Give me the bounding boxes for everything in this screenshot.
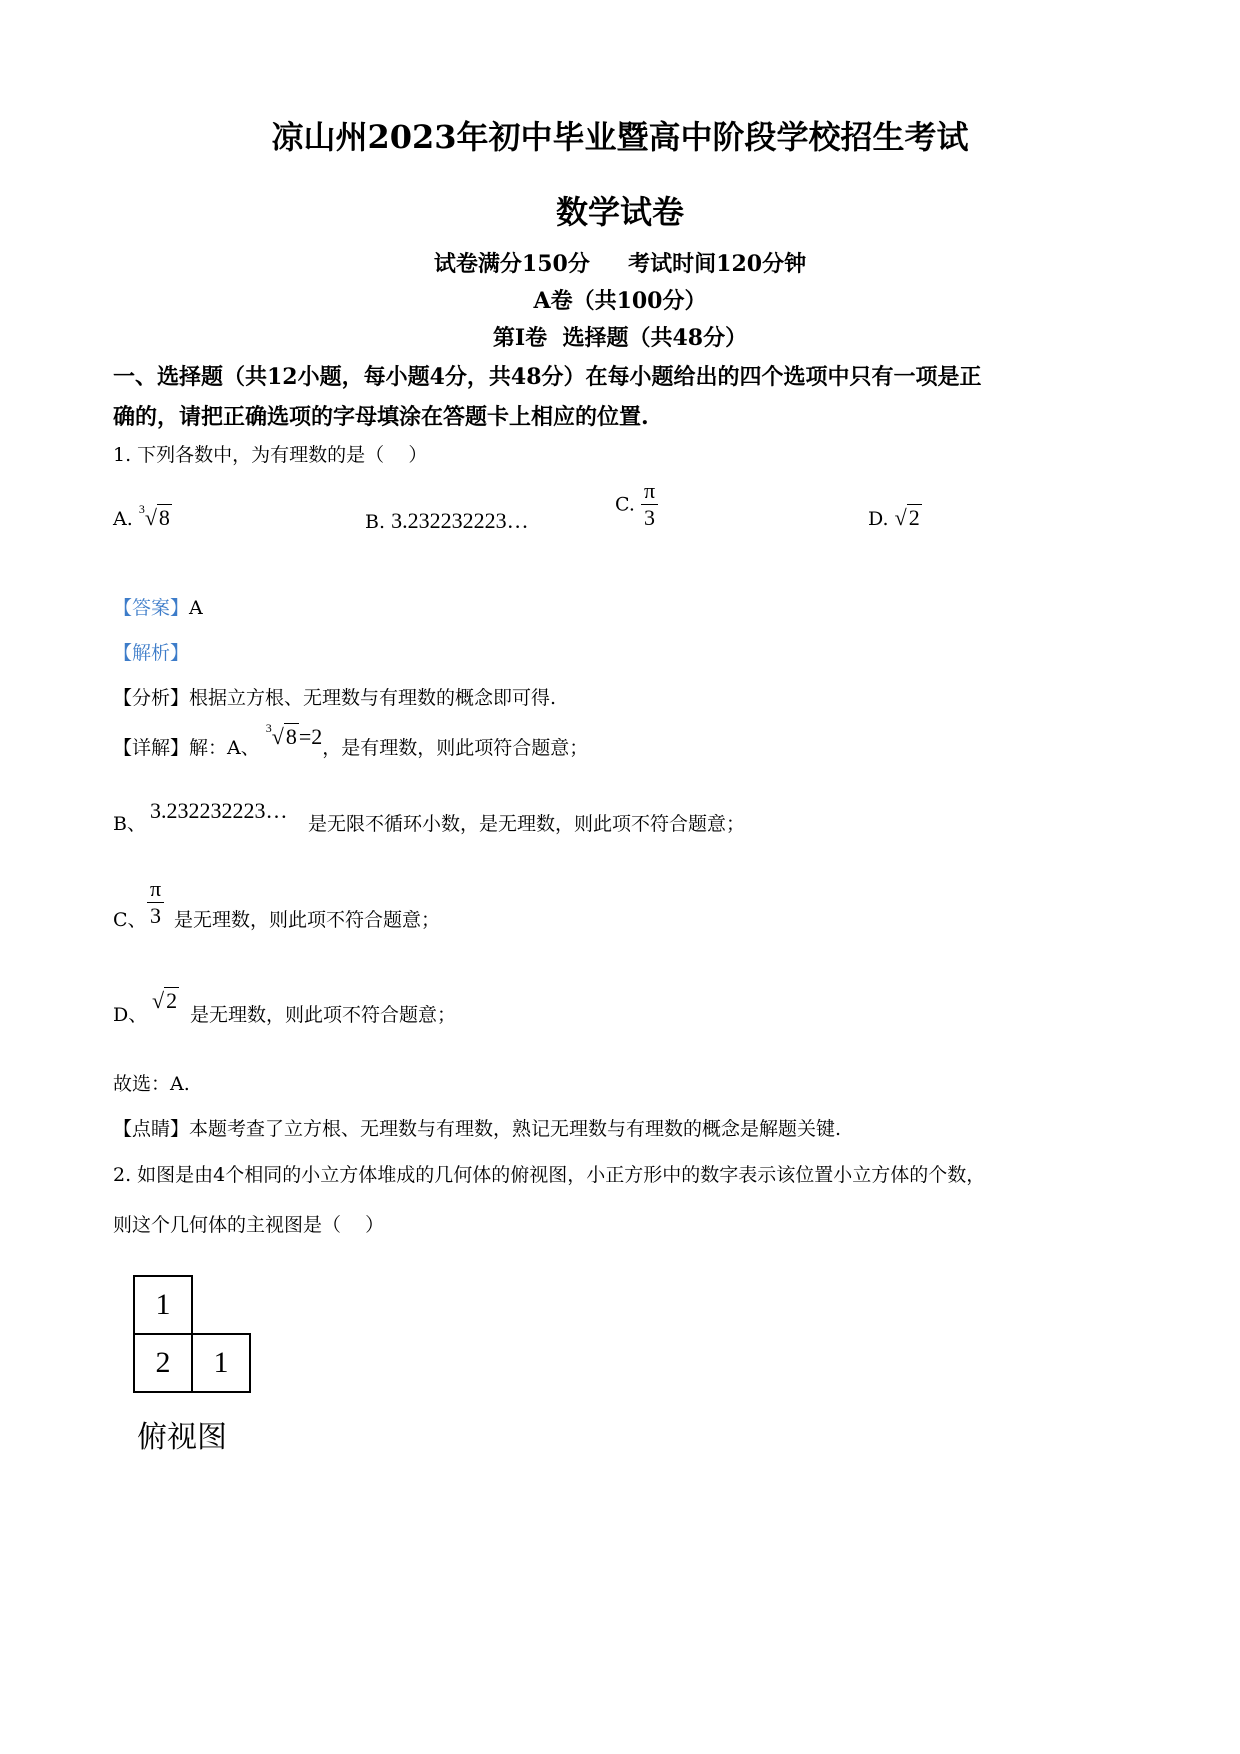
fraction-numerator: π [643,478,656,503]
grid-cell-bottom-right: 1 [191,1333,251,1393]
detail-prefix: 【详解】解：A、 [113,737,260,759]
q1-fenxi: 【分析】根据立方根、无理数与有理数的概念即可得. [113,687,557,709]
subject-title: 数学试卷 [555,193,684,231]
exam-meta: 试卷满分150分 考试时间120分钟 [433,251,807,277]
q1-detail-b-label: B、 [113,813,146,835]
volume-a-heading: A卷（共100分） [533,288,707,314]
sqrt-2: √2 [894,505,920,530]
fraction-denominator: 3 [147,902,164,929]
q1-dianjing: 【点睛】本题考查了立方根、无理数与有理数，熟记无理数与有理数的概念是解题关键. [113,1118,842,1140]
answer-value: A [189,597,203,619]
section1-instruction-line2: 确的，请把正确选项的字母填涂在答题卡上相应的位置. [113,404,649,430]
option-b-label: B. [365,511,386,533]
grid-cell-bottom-left: 2 [133,1333,193,1393]
option-c-label: C. [615,493,635,516]
repeating-decimal: 3.232232223… [150,798,288,823]
q2-stem-line1: 2. 如图是由4个相同的小立方体堆成的几何体的俯视图，小正方形中的数字表示该位置小立方体的个数， [113,1164,986,1186]
q1-detail-b-text: 是无限不循环小数，是无理数，则此项不符合题意； [308,813,746,835]
option-a-label: A. [113,508,133,530]
root-index: 3 [138,501,145,516]
section1-instruction-line1: 一、选择题（共12小题，每小题4分，共48分）在每小题给出的四个选项中只有一项是正 [113,364,982,390]
exam-title: 凉山州2023年初中毕业暨高中阶段学校招生考试 [271,118,969,156]
root-index: 3 [265,720,272,735]
cube-root-8: $^3$√8 [265,720,297,749]
repeating-decimal: 3.232232223… [391,508,529,533]
pi-over-3-fraction [641,478,658,531]
q1-analysis-tag: 【解析】 [113,642,190,664]
q1-option-a [113,501,172,531]
part1-heading: 第Ⅰ卷 选择题（共48分） [492,325,748,351]
q1-choose: 故选：A. [113,1073,190,1095]
q1-stem: 1. 下列各数中，为有理数的是（ ） [113,444,428,466]
q1-detail-a [113,720,589,760]
detail-a-text: ，是有理数，则此项符合题意； [322,737,589,759]
q1-detail-d-text: 是无理数，则此项不符合题意； [190,1004,457,1026]
q1-answer [113,593,203,620]
q1-detail-c-label: C、 [113,909,147,931]
radicand: 8 [285,724,297,749]
pi-over-3-fraction [147,876,164,929]
grid-cell-top-left: 1 [133,1275,193,1335]
equals-two: =2 [298,724,323,749]
fraction-numerator: π [150,876,162,901]
q2-stem-line2: 则这个几何体的主视图是（ ） [113,1214,385,1236]
answer-tag: 【答案】 [113,597,190,619]
radicand: 2 [908,505,920,530]
sqrt-2: √2 [152,988,178,1013]
radicand: 8 [158,505,170,530]
q1-option-c [615,478,658,531]
q1-detail-d-label: D、 [113,1004,148,1026]
option-d-label: D. [868,508,889,530]
q1-option-b [365,508,529,534]
fraction-denominator: 3 [641,504,658,531]
figure-caption: 俯视图 [137,1420,227,1455]
radicand: 2 [166,988,178,1013]
q1-detail-c-text: 是无理数，则此项不符合题意； [174,909,441,931]
cube-root-8: $^3$√8 [138,501,170,530]
q1-option-d [868,505,922,531]
